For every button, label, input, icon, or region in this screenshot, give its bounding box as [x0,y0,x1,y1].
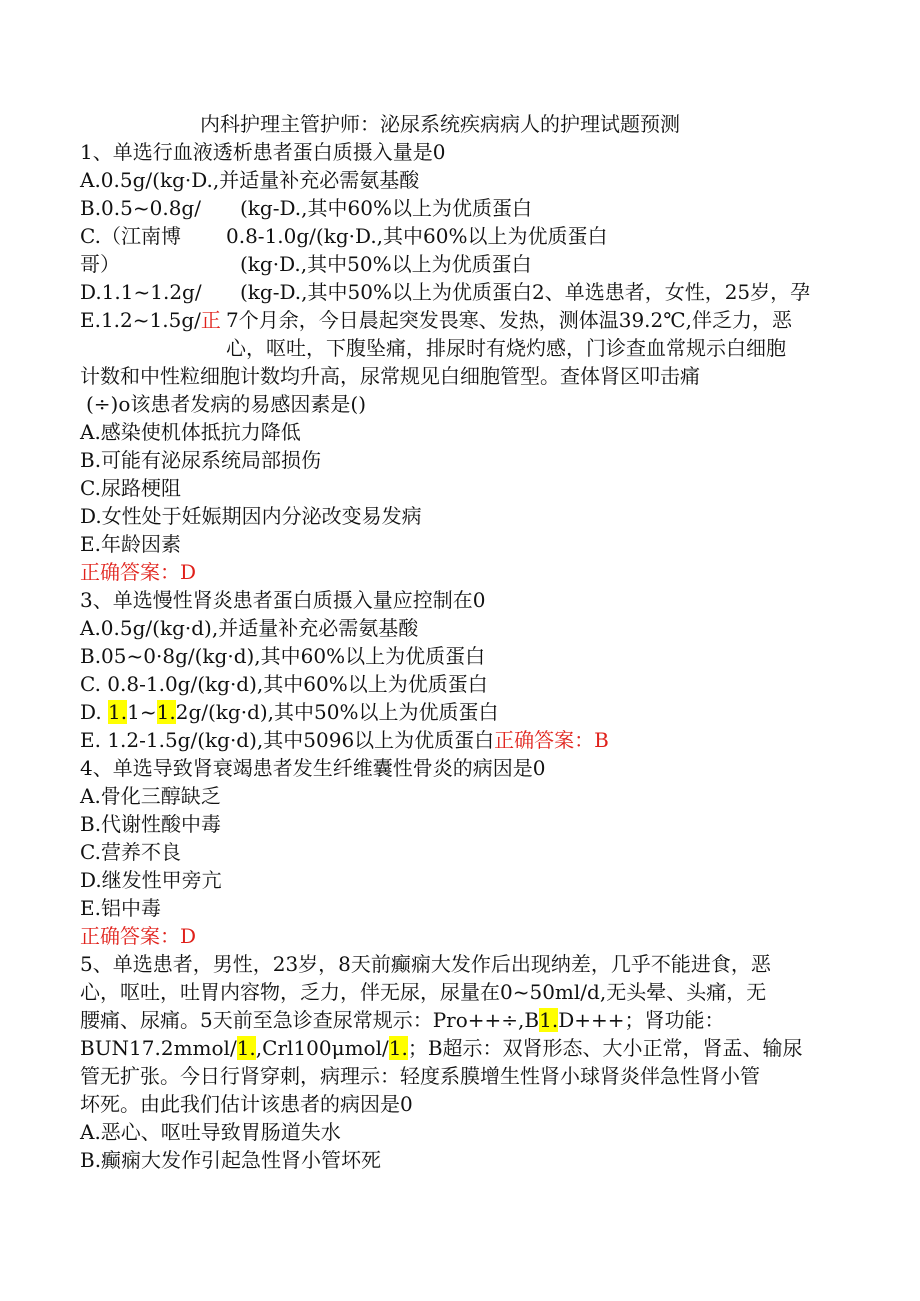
q5-line4-part1: BUN17.2mmol/ [80,1036,237,1060]
q5-line4-highlight2: 1. [388,1036,408,1060]
q2-option-d: D.女性处于妊娠期因内分泌改变易发病 [80,504,422,528]
q4-answer: 正确答案：D [80,924,197,948]
q5-line3-part2: D+++；肾功能： [558,1008,725,1032]
q2-option-a: A.感染使机体抵抗力降低 [80,420,301,444]
q1-stem: 1、单选行血液透析患者蛋白质摄入量是0 [80,140,446,164]
q3-option-d-part3: 2g/(kg·d),其中50%以上为优质蛋白 [175,700,499,724]
q1-option-c [80,222,608,250]
q1-option-d-right: (kg-D.,其中50%以上为优质蛋白2、单选患者，女性，25岁，孕 [240,280,811,304]
q1-option-e-red-mark: 正 [200,308,221,332]
q1-option-b-right: (kg-D.,其中60%以上为优质蛋白 [240,196,532,220]
q1-option-b [80,194,532,222]
q2-option-e: E.年龄因素 [80,532,181,556]
q3-option-a: A.0.5g/(kg·d),并适量补充必需氨基酸 [80,616,419,640]
q4-stem: 4、单选导致肾衰竭患者发生纤维囊性骨炎的病因是0 [80,756,546,780]
q3-option-e-text: E. 1.2-1.5g/(kg·d),其中5096以上为优质蛋白 [80,728,495,752]
q2-stem-line2: 心，呕吐，下腹坠痛，排尿时有烧灼感，门诊查血常规示白细胞 [226,336,786,360]
q1-option-d [80,278,811,306]
q5-option-a: A.恶心、呕吐导致胃肠道失水 [80,1120,341,1144]
q3-option-e [80,726,609,754]
q1-option-c-right: 0.8-1.0g/(kg·D.,其中60%以上为优质蛋白 [226,224,608,248]
q2-answer: 正确答案：D [80,560,197,584]
q1-option-e-right: 7个月余，今日晨起突发畏寒、发热，测体温39.2℃,伴乏力，恶 [226,308,792,332]
q1-option-c2-right: (kg·D.,其中50%以上为优质蛋白 [240,252,532,276]
q3-option-d-part1: D. [80,700,109,724]
q2-stem-line4: (÷)o该患者发病的易感因素是() [86,392,367,416]
q1-option-c-left: C.（江南博 [80,224,181,248]
q5-line4-part3: ；B超示：双肾形态、大小正常，肾盂、输尿 [407,1036,803,1060]
q2-option-b: B.可能有泌尿系统局部损伤 [80,448,322,472]
q4-option-c: C.营养不良 [80,840,181,864]
q5-line3-part1: 腰痛、尿痛。5天前至急诊查尿常规示：Pro++÷,B [80,1008,540,1032]
q2-option-c: C.尿路梗阻 [80,476,181,500]
q3-option-c: C. 0.8-1.0g/(kg·d),其中60%以上为优质蛋白 [80,672,488,696]
q5-option-b: B.癫痫大发作引起急性肾小管坏死 [80,1148,382,1172]
q5-stem-line2: 心，呕吐，吐胃内容物，乏力，伴无尿，尿量在0~50ml/d,无头晕、头痛，无 [80,980,767,1004]
q5-line4-part2: ,Crl100μmol/ [255,1036,389,1060]
q4-option-d: D.继发性甲旁亢 [80,868,222,892]
q5-stem-line6: 坏死。由此我们估计该患者的病因是0 [80,1092,413,1116]
q3-option-d-part2: 1~ [127,700,157,724]
q1-option-d-left: D.1.1~1.2g/ [80,280,202,304]
q4-option-e: E.铝中毒 [80,896,161,920]
q3-option-d [80,698,498,726]
q5-line3-highlight: 1. [539,1008,559,1032]
q1-option-b-left: B.0.5~0.8g/ [80,196,201,220]
q5-stem-line3 [80,1006,725,1034]
q1-option-c-continued [80,250,532,278]
q3-option-d-highlight1: 1. [108,700,128,724]
q4-option-a: A.骨化三醇缺乏 [80,784,221,808]
q3-answer: 正确答案：B [494,728,609,752]
q1-option-c2-left: 哥） [80,252,120,276]
q4-option-b: B.代谢性酸中毒 [80,812,222,836]
q1-option-e-left: E.1.2~1.5g/ [80,308,201,332]
q3-option-d-highlight2: 1. [156,700,176,724]
q1-option-e [80,306,792,334]
q3-option-b: B.05~0·8g/(kg·d),其中60%以上为优质蛋白 [80,644,486,668]
q5-line4-highlight1: 1. [236,1036,256,1060]
q2-stem-line3: 计数和中性粒细胞计数均升高，尿常规见白细胞管型。查体肾区叩击痛 [80,364,700,388]
q5-stem-line1: 5、单选患者，男性，23岁，8天前癫痫大发作后出现纳差，几乎不能进食，恶 [80,952,771,976]
q5-stem-line5: 管无扩张。今日行肾穿刺，病理示：轻度系膜增生性肾小球肾炎伴急性肾小管 [80,1064,760,1088]
page-title: 内科护理主管护师：泌尿系统疾病病人的护理试题预测 [200,112,680,136]
q1-option-a: A.0.5g/(kg·D.,并适量补充必需氨基酸 [80,168,420,192]
q3-stem: 3、单选慢性肾炎患者蛋白质摄入量应控制在0 [80,588,486,612]
q5-stem-line4 [80,1034,803,1062]
